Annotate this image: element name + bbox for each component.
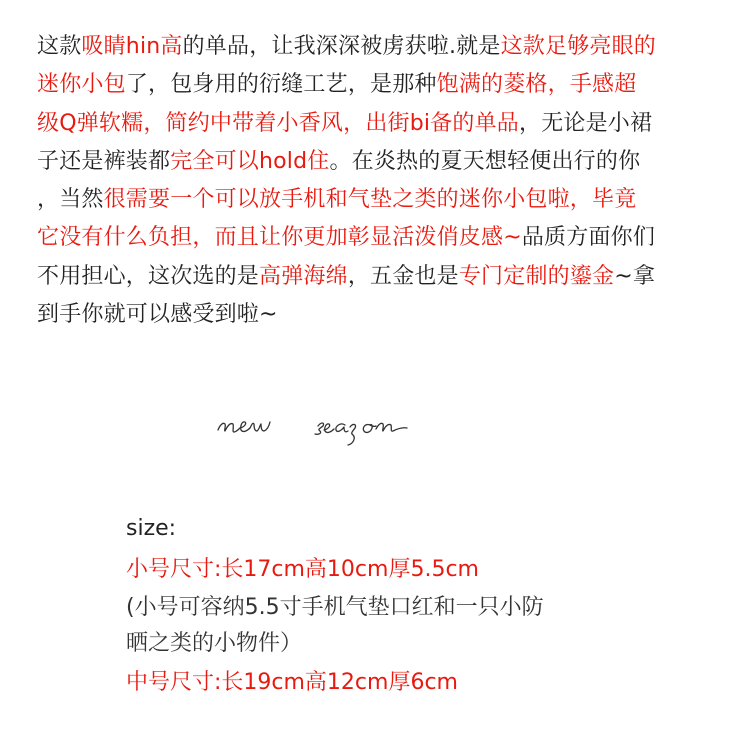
body-text: ，当然 [37,187,104,213]
body-text: 的单品，让我深深被虏获啦.就是 [182,34,501,59]
description-line [37,181,717,219]
highlight-text: 专门定制的鎏金 [458,263,615,289]
description-line [37,258,717,296]
small-size-note-line-2: 晒之类的小物件） [126,631,303,656]
description-line [37,143,717,181]
description-line [37,296,717,334]
highlight-text: 完全可以hold住 [170,148,330,174]
body-text: ，五金也是 [347,263,459,289]
description-line [37,28,717,66]
size-heading: size: [126,516,177,541]
highlight-text: 级Q弹软糯，简约中带着小香风，出街bi备的单品 [37,110,519,136]
description-line [37,219,717,257]
body-text: 。在炎热的夏天想轻便出行的你 [329,148,641,174]
body-text: 品质方面你们 [521,225,656,251]
product-description [37,28,717,334]
body-text: ~拿 [614,263,656,289]
highlight-text: 很需要一个可以放手机和气垫之类的迷你小包啦，毕竟 [103,187,637,213]
size-info [126,508,686,703]
small-size-spec: 小号尺寸:长17cm高10cm厚5.5cm [126,557,479,582]
highlight-text: 这款足够亮眼的 [500,34,657,59]
body-text: 了，包身用的衍缝工艺，是那种 [125,72,437,98]
highlight-text: 高弹海绵 [259,263,348,289]
medium-size-spec: 中号尺寸:长19cm高12cm厚6cm [126,670,458,695]
small-size-note-line-1: (小号可容纳5.5寸手机气垫口红和一只小防 [126,595,544,620]
highlight-text: 吸睛hin高 [81,34,183,59]
body-text: 这款 [37,34,82,59]
body-text: 不用担心，这次选的是 [37,263,260,289]
highlight-text: 迷你小包 [37,72,126,98]
highlight-text: 饱满的菱格，手感超 [436,72,637,98]
body-text: 到手你就可以感受到啦~ [37,302,278,328]
new-season-signature [214,400,474,450]
body-text: 子还是裤装都 [37,148,171,174]
highlight-text: 它没有什么负担，而且让你更加彰显活泼俏皮感~ [37,225,522,251]
description-line [37,105,717,143]
body-text: ，无论是小裙 [519,110,653,136]
description-line [37,66,717,104]
